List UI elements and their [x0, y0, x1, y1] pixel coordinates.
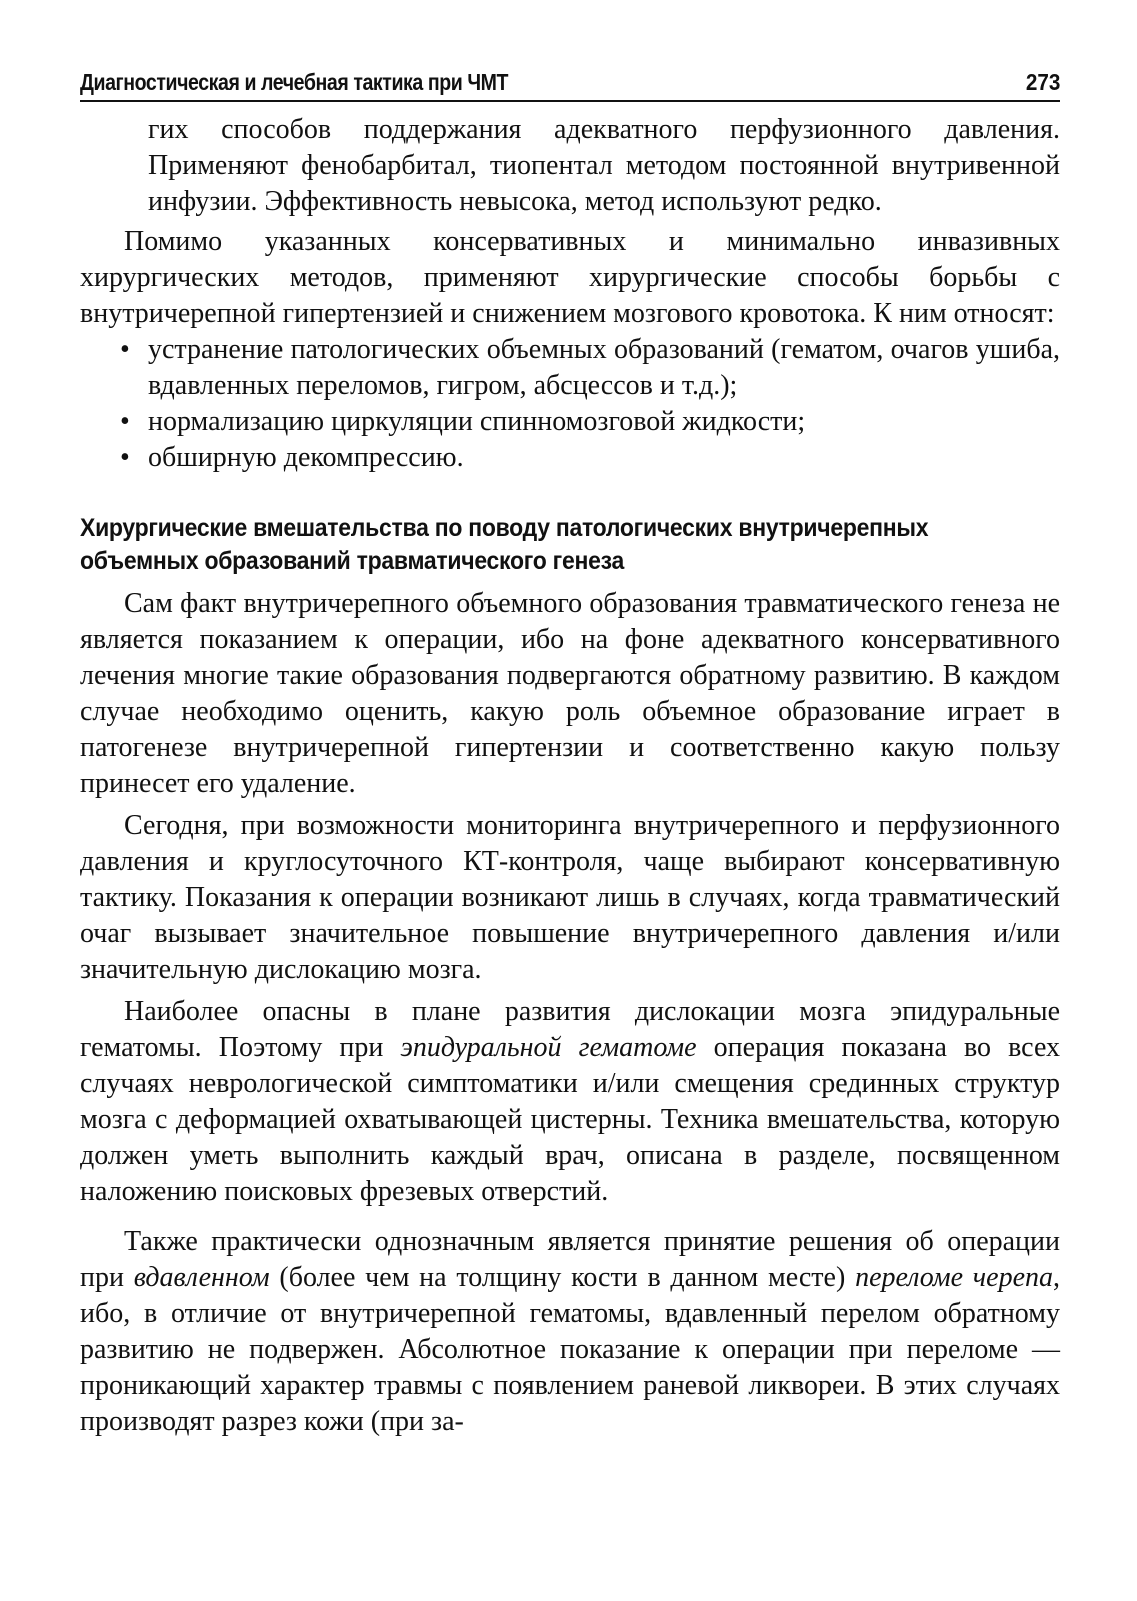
- paragraph: [80, 994, 1060, 1210]
- italic-term: переломе черепа: [855, 1262, 1054, 1293]
- paragraph: Сам факт внутричерепного объемного образования травматического генеза не является показанием к операции, ибо на фоне адекватного консервативного лечения многие такие образования подвергаются обратному развитию. В каждом случае необходимо оценить, какую роль объемное образование играет в патогенезе внутричерепной гипертензии и соответственно какую пользу принесет его удаление.: [80, 588, 1060, 799]
- text-run: Наиболее опасны в плане развития дислокации мозга эпидуральные гематомы. Поэтому при: [80, 996, 1060, 1063]
- paragraph: Сегодня, при возможности мониторинга внутричерепного и перфузионного давления и круглосуточного КТ-контроля, чаще выбирают консервативную тактику. Показания к операции возникают лишь в случаях, когда травматический очаг вызывает значительное повышение внутричерепного давления и/или значительную дислокацию мозга.: [80, 810, 1060, 985]
- text-run: Также практически однозначным является принятие решения об операции при: [80, 1226, 1060, 1293]
- running-title: Диагностическая и лечебная тактика при ЧМТ: [80, 69, 509, 95]
- italic-term: вдавленном: [133, 1262, 270, 1293]
- intro-paragraph: Помимо указанных консервативных и минимально инвазивных хирургических методов, применяют хирургические способы борьбы с внутричерепной гипертензией и снижением мозгового кровотока. К ним относят:: [80, 226, 1060, 329]
- list-item: • нормализацию циркуляции спинномозговой жидкости;: [116, 404, 1060, 440]
- text-run: , ибо, в отличие от внутричерепной гематомы, вдавленный перелом обратному развитию не подвержен. Абсолютное показание к операции при переломе — проникающий характер травмы с появлением раневой ликвореи. В этих случаях производят разрез кожи (при за-: [80, 1262, 1061, 1437]
- text-run: (более чем на толщину кости в данном месте): [269, 1262, 856, 1293]
- text-run: операция показана во всех случаях неврологической симптоматики и/или смещения срединных структур мозга с деформацией охватывающей цистерны. Техника вмешательства, которую должен уметь выполнить каждый врач, описана в разделе, посвященном наложению поисковых фрезевых отверстий.: [80, 1032, 1061, 1207]
- list-item: • обширную декомпрессию.: [116, 440, 1060, 476]
- running-header: [80, 58, 1060, 102]
- book-page: [80, 58, 1060, 1440]
- continuation-paragraph: гих способов поддержания адекватного перфузионного давления. Применяют фенобарбитал, тиопентал методом постоянной внутривенной инфузии. Эффективность невысока, метод используют редко.: [148, 114, 1060, 217]
- section-heading: [80, 512, 1060, 578]
- page-number: 273: [1025, 69, 1060, 95]
- italic-term: эпидуральной гематоме: [400, 1032, 697, 1063]
- bullet-list: [116, 332, 1060, 476]
- paragraph: [80, 1224, 1060, 1440]
- section-heading-line: Хирургические вмешательства по поводу патологических внутричерепных: [80, 514, 929, 542]
- body-text: [80, 112, 1060, 1440]
- list-item: • устранение патологических объемных образований (гематом, очагов ушиба, вдавленных переломов, гигром, абсцессов и т.д.);: [116, 332, 1060, 404]
- section-heading-line: объемных образований травматического генеза: [80, 547, 624, 575]
